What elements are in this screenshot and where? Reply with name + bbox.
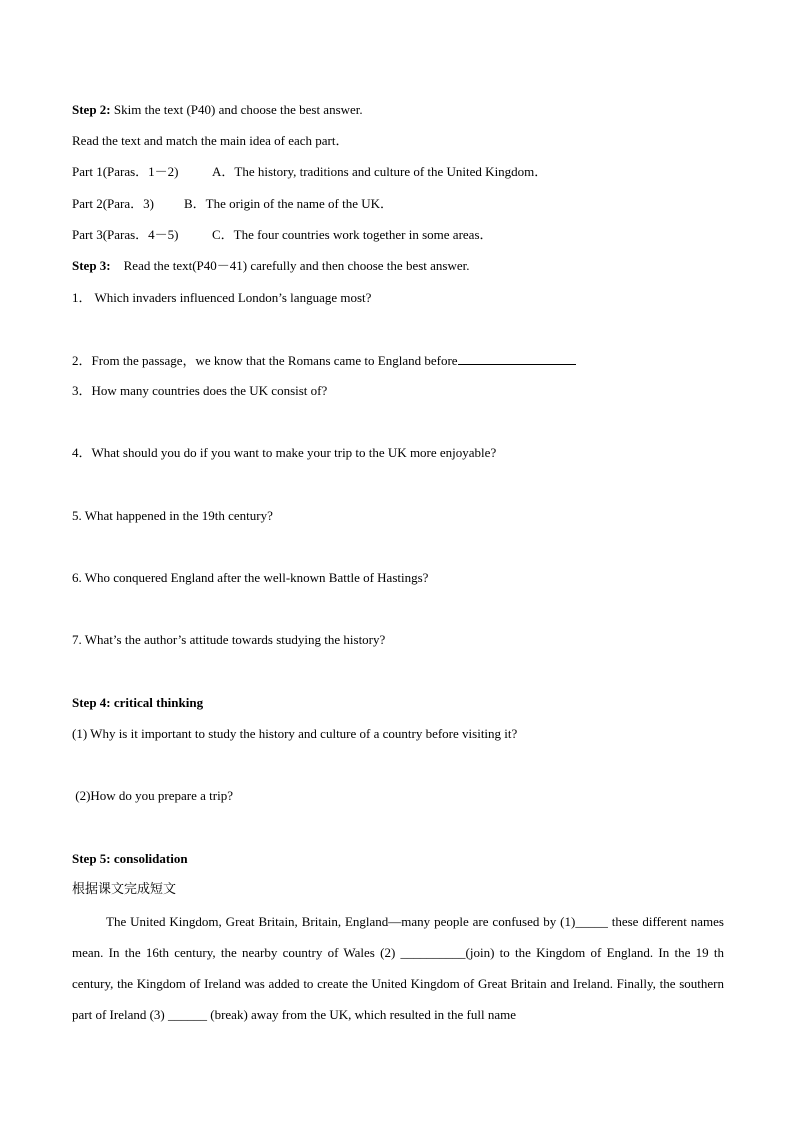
part-2-idea: B．The origin of the name of the UK．: [184, 196, 394, 211]
part-3-label: Part 3(Paras．4－5): [72, 227, 179, 242]
part-1-idea: A．The history, traditions and culture of the United Kingdom．: [212, 164, 548, 179]
step3-line: [72, 258, 469, 274]
step2-label: Step 2:: [72, 102, 111, 117]
question-2-line: [72, 352, 576, 369]
part-3-line: [72, 227, 493, 243]
part-1-line: [72, 164, 547, 180]
part-2-label: Part 2(Para．3): [72, 196, 154, 211]
consolidation-passage: [72, 906, 724, 1030]
step4-label: Step 4: critical thinking: [72, 695, 204, 710]
question-7: 7. What’s the author’s attitude towards studying the history?: [72, 632, 386, 647]
step4-question-1: (1) Why is it important to study the history and culture of a country before visiting it?: [72, 726, 518, 741]
part-3-idea: C．The four countries work together in some areas．: [212, 227, 493, 242]
question-1: 1． Which invaders influenced London’s language most?: [72, 290, 372, 305]
question-5: 5. What happened in the 19th century?: [72, 508, 273, 523]
step3-label: Step 3:: [72, 258, 111, 273]
part-2-line: [72, 196, 393, 212]
match-instruction: Read the text and match the main idea of each part．: [72, 133, 349, 148]
passage-text: The United Kingdom, Great Britain, Britain, England—many people are confused by (1)_____ these different names mean. In the 16th century, the nearby country of Wales (2) __________(join) to the Kingdom of England. In the 19 th century, the Kingdom of Ireland was added to create the United Kingdom of Great Britain and Ireland. Finally, the southern part of Ireland (3) ______ (break) away from the UK, which resulted in the full name: [72, 914, 724, 1022]
answer-blank[interactable]: [458, 352, 576, 365]
question-6: 6. Who conquered England after the well-known Battle of Hastings?: [72, 570, 429, 585]
question-4: 4．What should you do if you want to make your trip to the UK more enjoyable?: [72, 445, 497, 460]
step2-line: [72, 102, 363, 118]
step5-instruction: 根据课文完成短文: [72, 882, 177, 897]
step3-text: Read the text(P40－41) carefully and then choose the best answer.: [110, 258, 470, 273]
question-2: 2．From the passage，we know that the Romans came to England before: [72, 353, 458, 368]
part-1-label: Part 1(Paras．1－2): [72, 164, 179, 179]
step4-question-2: (2)How do you prepare a trip?: [72, 788, 233, 803]
question-3: 3．How many countries does the UK consist of?: [72, 383, 328, 398]
step2-text: Skim the text (P40) and choose the best answer.: [110, 102, 363, 117]
step5-label: Step 5: consolidation: [72, 851, 188, 866]
